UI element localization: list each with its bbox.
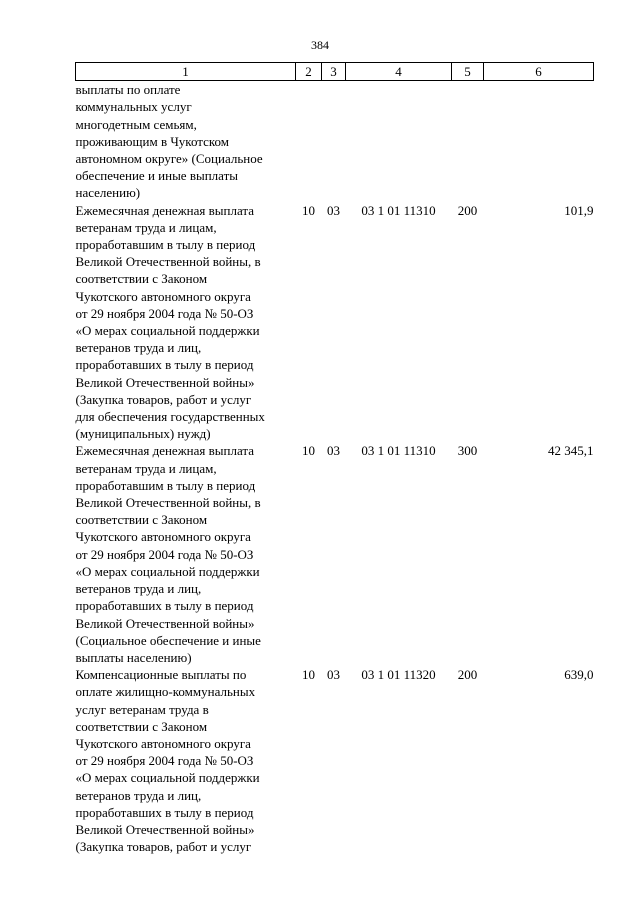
row-description bbox=[76, 666, 296, 855]
description-line: коммунальных услуг bbox=[75, 99, 192, 115]
description-line: проработавшим в тылу в период bbox=[75, 477, 256, 493]
row-amount bbox=[484, 81, 594, 202]
description-line: «О мерах социальной поддержки bbox=[75, 323, 260, 339]
row-section bbox=[296, 81, 322, 202]
description-line: обеспечение и иные выплаты bbox=[75, 168, 238, 184]
description-line: Компенсационные выплаты по bbox=[75, 667, 247, 683]
table-row bbox=[76, 81, 594, 202]
description-line: Великой Отечественной войны» bbox=[75, 615, 255, 631]
header-col-4: 4 bbox=[346, 63, 452, 81]
header-col-1: 1 bbox=[76, 63, 296, 81]
description-line: «О мерах социальной поддержки bbox=[75, 770, 260, 786]
row-description bbox=[76, 442, 296, 666]
description-line: услуг ветеранам труда в bbox=[75, 701, 209, 717]
description-line: (Социальное обеспечение и иные bbox=[75, 632, 261, 648]
row-expense-type: 300 bbox=[457, 443, 478, 459]
description-line: от 29 ноября 2004 года № 50-ОЗ bbox=[75, 753, 254, 769]
description-line: ветеранам труда и лицам, bbox=[75, 460, 217, 476]
budget-table bbox=[75, 62, 594, 855]
description-line: (Закупка товаров, работ и услуг bbox=[75, 839, 252, 855]
description-line: ветеранов труда и лиц, bbox=[75, 787, 202, 803]
row-description bbox=[76, 81, 296, 202]
description-line: Великой Отечественной войны» bbox=[75, 374, 255, 390]
table-body bbox=[76, 81, 594, 856]
description-line: Чукотского автономного округа bbox=[75, 735, 251, 751]
header-col-6: 6 bbox=[484, 63, 594, 81]
row-amount: 639,0 bbox=[564, 667, 594, 683]
row-amount: 101,9 bbox=[564, 202, 594, 218]
description-line: ветеранов труда и лиц, bbox=[75, 340, 202, 356]
header-col-3: 3 bbox=[322, 63, 346, 81]
table-row bbox=[76, 202, 594, 443]
description-line: проработавших в тылу в период bbox=[75, 804, 254, 820]
row-section: 10 bbox=[302, 667, 315, 683]
table-header bbox=[76, 63, 594, 81]
description-line: (муниципальных) нужд) bbox=[75, 426, 211, 442]
description-line: ветеранам труда и лицам, bbox=[75, 219, 217, 235]
description-line: от 29 ноября 2004 года № 50-ОЗ bbox=[75, 305, 254, 321]
description-line: проработавших в тылу в период bbox=[75, 357, 254, 373]
description-line: Великой Отечественной войны» bbox=[75, 821, 255, 837]
description-line: многодетным семьям, bbox=[75, 116, 197, 132]
page-number: 384 bbox=[311, 38, 329, 52]
description-line: Чукотского автономного округа bbox=[75, 529, 251, 545]
row-description bbox=[76, 202, 296, 443]
description-line: ветеранов труда и лиц, bbox=[75, 581, 202, 597]
row-subsection bbox=[322, 81, 346, 202]
description-line: соответствии с Законом bbox=[75, 271, 208, 287]
description-line: автономном округе» (Социальное bbox=[75, 151, 263, 167]
description-line: проработавшим в тылу в период bbox=[75, 237, 256, 253]
description-line: проживающим в Чукотском bbox=[75, 133, 230, 149]
row-subsection: 03 bbox=[327, 667, 340, 683]
header-col-2: 2 bbox=[296, 63, 322, 81]
row-target-article: 03 1 01 11310 bbox=[361, 202, 436, 218]
description-line: для обеспечения государственных bbox=[75, 409, 265, 425]
description-line: от 29 ноября 2004 года № 50-ОЗ bbox=[75, 546, 254, 562]
description-line: Чукотского автономного округа bbox=[75, 288, 251, 304]
row-subsection: 03 bbox=[327, 202, 340, 218]
description-line: выплаты по оплате bbox=[75, 82, 181, 98]
row-target-article: 03 1 01 11310 bbox=[361, 443, 436, 459]
table-row bbox=[76, 442, 594, 666]
row-expense-type bbox=[452, 81, 484, 202]
header-col-5: 5 bbox=[452, 63, 484, 81]
row-target-article: 03 1 01 11320 bbox=[361, 667, 436, 683]
row-section: 10 bbox=[302, 202, 315, 218]
description-line: Ежемесячная денежная выплата bbox=[75, 443, 254, 459]
row-expense-type: 200 bbox=[457, 667, 478, 683]
row-target-article bbox=[346, 81, 452, 202]
row-subsection: 03 bbox=[327, 443, 340, 459]
row-section: 10 bbox=[302, 443, 315, 459]
description-line: Ежемесячная денежная выплата bbox=[75, 202, 254, 218]
description-line: проработавших в тылу в период bbox=[75, 598, 254, 614]
description-line: Великой Отечественной войны, в bbox=[75, 254, 261, 270]
description-line: оплате жилищно-коммунальных bbox=[75, 684, 256, 700]
description-line: «О мерах социальной поддержки bbox=[75, 563, 260, 579]
description-line: соответствии с Законом bbox=[75, 718, 208, 734]
description-line: соответствии с Законом bbox=[75, 512, 208, 528]
description-line: Великой Отечественной войны, в bbox=[75, 495, 261, 511]
row-amount: 42 345,1 bbox=[548, 443, 594, 459]
header-row bbox=[76, 63, 594, 81]
description-line: (Закупка товаров, работ и услуг bbox=[75, 391, 252, 407]
table-row bbox=[76, 666, 594, 855]
description-line: выплаты населению) bbox=[75, 649, 192, 665]
description-line: населению) bbox=[75, 185, 141, 201]
row-expense-type: 200 bbox=[457, 202, 478, 218]
